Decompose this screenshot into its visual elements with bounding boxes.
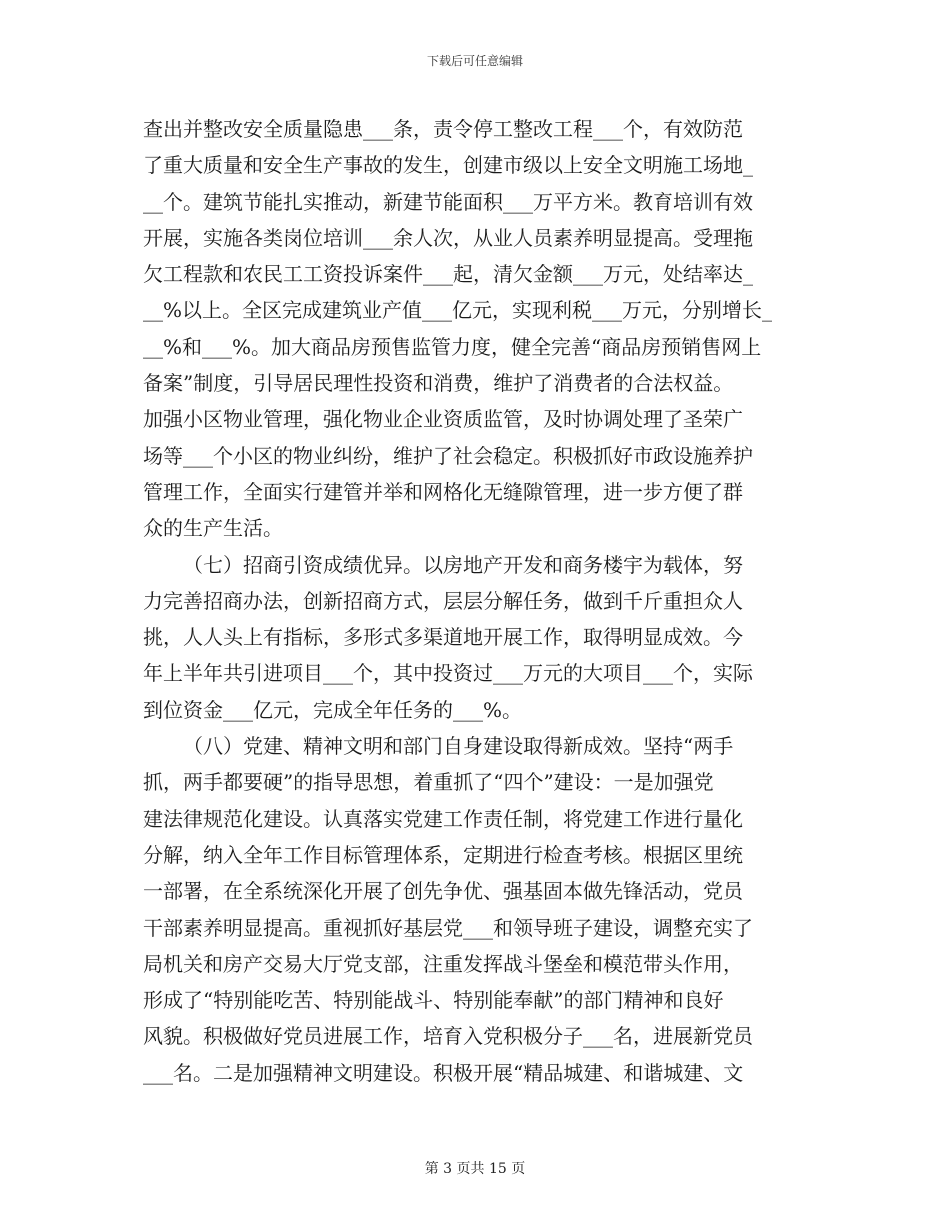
text-line: 加强小区物业管理，强化物业企业资质监管，及时协调处理了圣荣广 — [143, 407, 743, 432]
text-line: __%和___%。加大商品房预售监管力度，健全完善“商品房预销售网上 — [143, 334, 762, 359]
text-line: 了重大质量和安全生产事故的发生，创建市级以上安全文明施工场地_ — [143, 153, 753, 178]
text-line: 备案”制度，引导居民理性投资和消费，维护了消费者的合法权益。 — [143, 371, 734, 396]
document-body — [143, 111, 808, 1091]
text-line: 干部素养明显提高。重视抓好基层党___和领导班子建设，调整充实了 — [143, 915, 753, 940]
text-line: 抓，两手都要硬”的指导思想，着重抓了“四个”建设：一是加强党 — [143, 770, 714, 795]
text-line: 年上半年共引进项目___个，其中投资过___万元的大项目___个，实际 — [143, 661, 753, 686]
text-line: 建法律规范化建设。认真落实党建工作责任制，将党建工作进行量化 — [143, 806, 743, 831]
text-line: __%以上。全区完成建筑业产值___亿元，实现利税___万元，分别增长_ — [143, 298, 773, 323]
text-line: ___名。二是加强精神文明建设。积极开展“精品城建、和谐城建、文 — [143, 1060, 744, 1085]
text-line: __个。建筑节能扎实推动，新建节能面积___万平方米。教育培训有效 — [143, 189, 753, 214]
text-line: 力完善招商办法，创新招商方式，层层分解任务，做到千斤重担众人 — [143, 588, 743, 613]
text-line: 局机关和房产交易大厅党支部，注重发挥战斗堡垒和模范带头作用， — [143, 951, 743, 976]
text-line: 分解，纳入全年工作目标管理体系，定期进行检查考核。根据区里统 — [143, 842, 743, 867]
paragraph-first-line: （八）党建、精神文明和部门自身建设取得新成效。坚持“两手 — [183, 734, 734, 759]
text-line: 欠工程款和农民工工资投诉案件___起，清欠金额___万元，处结率达_ — [143, 262, 753, 287]
text-line: 开展，实施各类岗位培训___余人次，从业人员素养明显提高。受理拖 — [143, 225, 753, 250]
text-line: 管理工作，全面实行建管并举和网格化无缝隙管理，进一步方便了群 — [143, 479, 743, 504]
text-line: 查出并整改安全质量隐患___条，责令停工整改工程___个，有效防范 — [143, 117, 743, 141]
page-number-footer: 第 3 页共 15 页 — [424, 1161, 526, 1177]
text-line: 到位资金___亿元，完成全年任务的___%。 — [143, 697, 523, 722]
text-line: 风貌。积极做好党员进展工作，培育入党积极分子___名，进展新党员 — [143, 1024, 753, 1049]
paragraph-first-line: （七）招商引资成绩优异。以房地产开发和商务楼宇为载体，努 — [183, 552, 743, 577]
text-line: 一部署，在全系统深化开展了创先争优、强基固本做先锋活动，党员 — [143, 879, 743, 904]
text-line: 挑，人人头上有指标，多形式多渠道地开展工作，取得明显成效。今 — [143, 625, 743, 650]
text-line: 众的生产生活。 — [143, 516, 283, 541]
page-header: 下载后可任意编辑 — [426, 54, 523, 68]
text-line: 场等___个小区的物业纠纷，维护了社会稳定。积极抓好市政设施养护 — [143, 443, 753, 468]
text-line: 形成了“特别能吃苦、特别能战斗、特别能奉献”的部门精神和良好 — [143, 988, 724, 1013]
